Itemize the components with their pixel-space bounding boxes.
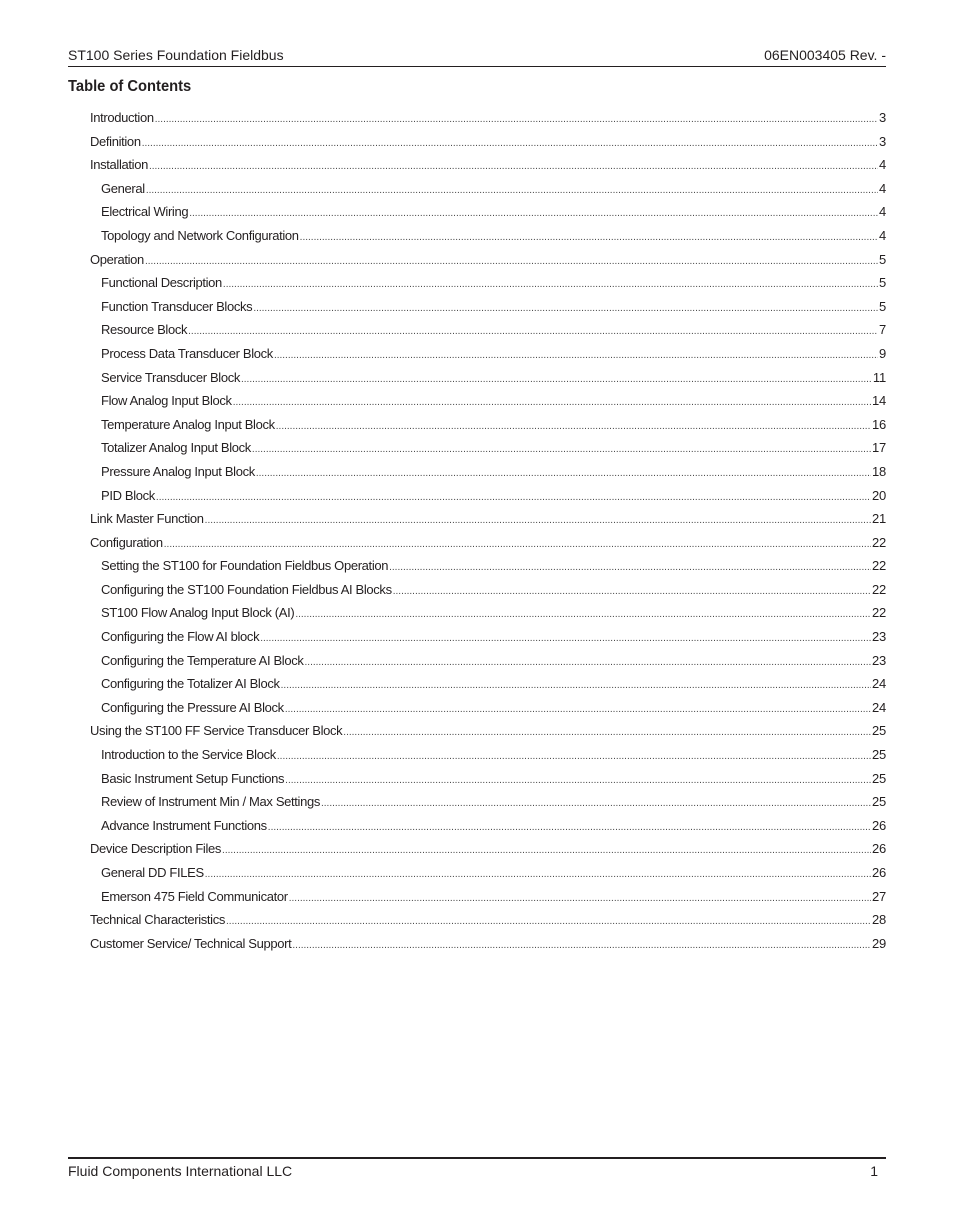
- toc-entry-label: Service Transducer Block: [101, 369, 240, 385]
- footer-divider: [68, 1157, 886, 1159]
- toc-entry[interactable]: [90, 484, 886, 508]
- toc-dot-leader: [393, 580, 871, 602]
- toc-entry-label: Electrical Wiring: [101, 204, 189, 220]
- toc-dot-leader: [289, 887, 871, 909]
- header-document-number: 06EN003405 Rev. -: [764, 47, 886, 63]
- toc-entry[interactable]: [90, 460, 886, 484]
- toc-entry-page: 26: [871, 841, 886, 857]
- toc-entry[interactable]: [90, 767, 886, 791]
- toc-entry-page: 23: [871, 629, 886, 645]
- toc-entry-label: Configuring the Pressure AI Block: [101, 699, 284, 715]
- toc-entry-page: 5: [878, 251, 886, 267]
- toc-entry[interactable]: [90, 932, 886, 956]
- toc-entry[interactable]: [90, 601, 886, 625]
- toc-entry[interactable]: [90, 649, 886, 673]
- toc-entry[interactable]: [90, 248, 886, 272]
- toc-entry-label: Configuring the ST100 Foundation Fieldbus AI Blocks: [101, 581, 392, 597]
- toc-dot-leader: [321, 792, 871, 814]
- toc-dot-leader: [146, 179, 878, 201]
- toc-dot-leader: [149, 155, 878, 177]
- toc-entry[interactable]: [90, 342, 886, 366]
- toc-dot-leader: [285, 769, 871, 791]
- toc-entry-page: 29: [871, 935, 886, 951]
- toc-entry[interactable]: [90, 436, 886, 460]
- toc-dot-leader: [268, 816, 871, 838]
- toc-entry-label: Configuration: [90, 534, 163, 550]
- toc-entry[interactable]: [90, 837, 886, 861]
- toc-entry-page: 4: [878, 227, 886, 243]
- toc-entry-page: 17: [871, 440, 886, 456]
- toc-dot-leader: [285, 698, 871, 720]
- toc-dot-leader: [156, 486, 871, 508]
- toc-entry-label: Configuring the Temperature AI Block: [101, 652, 304, 668]
- toc-entry[interactable]: [90, 814, 886, 838]
- toc-entry-page: 22: [871, 534, 886, 550]
- toc-entry[interactable]: [90, 177, 886, 201]
- toc-entry[interactable]: [90, 625, 886, 649]
- toc-dot-leader: [295, 603, 871, 625]
- toc-dot-leader: [305, 651, 871, 673]
- toc-entry[interactable]: [90, 719, 886, 743]
- toc-dot-leader: [189, 202, 878, 224]
- toc-heading: Table of Contents: [68, 78, 192, 95]
- toc-dot-leader: [256, 462, 871, 484]
- toc-dot-leader: [142, 132, 878, 154]
- toc-entry[interactable]: [90, 200, 886, 224]
- toc-dot-leader: [260, 627, 871, 649]
- toc-entry-page: 28: [871, 912, 886, 928]
- toc-entry-label: Using the ST100 FF Service Transducer Block: [90, 723, 343, 739]
- toc-dot-leader: [205, 509, 871, 531]
- toc-entry-page: 9: [878, 345, 886, 361]
- toc-entry-page: 24: [871, 699, 886, 715]
- toc-entry-label: Operation: [90, 251, 144, 267]
- toc-entry-label: Device Description Files: [90, 841, 222, 857]
- toc-entry-page: 25: [871, 723, 886, 739]
- toc-entry-label: Installation: [90, 157, 148, 173]
- toc-dot-leader: [222, 839, 871, 861]
- toc-entry-page: 11: [872, 369, 886, 385]
- header-divider: [68, 66, 886, 67]
- toc-entry[interactable]: [90, 224, 886, 248]
- toc-entry-page: 16: [871, 416, 886, 432]
- toc-dot-leader: [241, 368, 872, 390]
- toc-entry[interactable]: [90, 318, 886, 342]
- toc-dot-leader: [343, 721, 871, 743]
- toc-dot-leader: [277, 745, 871, 767]
- toc-entry-page: 22: [871, 605, 886, 621]
- toc-entry-page: 25: [871, 747, 886, 763]
- toc-entry-page: 4: [878, 180, 886, 196]
- toc-entry-label: Introduction: [90, 110, 154, 125]
- toc-entry-label: Configuring the Flow AI block: [101, 629, 260, 645]
- toc-entry-page: 3: [878, 110, 886, 125]
- toc-entry-page: 23: [871, 652, 886, 668]
- toc-dot-leader: [389, 556, 871, 578]
- toc-entry-page: 20: [871, 487, 886, 503]
- toc-entry-label: Process Data Transducer Block: [101, 345, 273, 361]
- toc-entry-page: 4: [878, 157, 886, 173]
- toc-dot-leader: [164, 533, 871, 555]
- toc-entry-label: Flow Analog Input Block: [101, 393, 232, 409]
- toc-entry[interactable]: [90, 153, 886, 177]
- toc-entry[interactable]: [90, 130, 886, 154]
- toc-dot-leader: [274, 344, 878, 366]
- toc-entry-label: Pressure Analog Input Block: [101, 463, 255, 479]
- toc-entry-label: Resource Block: [101, 322, 188, 338]
- toc-entry-page: 21: [871, 511, 886, 527]
- toc-entry[interactable]: [90, 389, 886, 413]
- toc-entry-label: ST100 Flow Analog Input Block (AI): [101, 605, 295, 621]
- toc-entry-page: 14: [871, 393, 886, 409]
- toc-entry-page: 25: [871, 794, 886, 810]
- toc-entry-page: 18: [871, 463, 886, 479]
- toc-dot-leader: [276, 415, 871, 437]
- toc-entry[interactable]: [90, 366, 886, 390]
- page-header: [68, 46, 886, 66]
- toc-entry-page: 27: [871, 888, 886, 904]
- toc-entry-page: 26: [871, 817, 886, 833]
- toc-entry-page: 22: [871, 558, 886, 574]
- toc-entry[interactable]: [90, 743, 886, 767]
- toc-entry[interactable]: [90, 295, 886, 319]
- toc-entry-label: Temperature Analog Input Block: [101, 416, 275, 432]
- toc-dot-leader: [252, 438, 871, 460]
- footer-company-name: Fluid Components International LLC: [68, 1163, 293, 1179]
- toc-dot-leader: [281, 674, 871, 696]
- header-document-title: ST100 Series Foundation Fieldbus: [68, 47, 284, 63]
- toc-entry-label: Configuring the Totalizer AI Block: [101, 676, 280, 692]
- toc-entry[interactable]: [90, 908, 886, 932]
- toc-dot-leader: [226, 910, 871, 932]
- toc-entry-page: 22: [871, 581, 886, 597]
- toc-entry[interactable]: [90, 413, 886, 437]
- toc-entry-label: Introduction to the Service Block: [101, 747, 276, 763]
- toc-entry[interactable]: [90, 578, 886, 602]
- toc-dot-leader: [253, 297, 878, 319]
- toc-entry-label: Advance Instrument Functions: [101, 817, 267, 833]
- toc-entry-page: 4: [878, 204, 886, 220]
- toc-dot-leader: [155, 108, 878, 130]
- toc-entry-label: Link Master Function: [90, 511, 204, 527]
- toc-dot-leader: [223, 273, 878, 295]
- toc-entry-page: 5: [878, 275, 886, 291]
- toc-dot-leader: [145, 250, 878, 272]
- toc-entry-label: Function Transducer Blocks: [101, 298, 253, 314]
- toc-dot-leader: [233, 391, 871, 413]
- toc-entry-page: 7: [878, 322, 886, 338]
- toc-entry-label: Review of Instrument Min / Max Settings: [101, 794, 320, 810]
- toc-dot-leader: [188, 320, 878, 342]
- toc-entry-page: 24: [871, 676, 886, 692]
- toc-dot-leader: [292, 934, 871, 956]
- toc-entry-label: Definition: [90, 133, 141, 149]
- toc-entry[interactable]: [90, 790, 886, 814]
- toc-entry-label: Setting the ST100 for Foundation Fieldbus Operation: [101, 558, 389, 574]
- toc-dot-leader: [205, 863, 871, 885]
- footer-page-number: 1: [870, 1163, 878, 1179]
- toc-entry-label: General: [101, 180, 145, 196]
- toc-entry-page: 25: [871, 770, 886, 786]
- toc-entry-label: Basic Instrument Setup Functions: [101, 770, 285, 786]
- toc-entry-label: General DD FILES: [101, 865, 204, 880]
- toc-entry-label: Technical Characteristics: [90, 912, 226, 928]
- toc-entry-label: Topology and Network Configuration: [101, 227, 299, 243]
- toc-entry-label: Customer Service/ Technical Support: [90, 935, 292, 951]
- toc-entry-page: 3: [878, 133, 886, 149]
- toc-entry[interactable]: [90, 531, 886, 555]
- table-of-contents: [90, 106, 886, 955]
- toc-dot-leader: [300, 226, 878, 248]
- toc-entry[interactable]: [90, 672, 886, 696]
- toc-entry-label: Functional Description: [101, 275, 222, 291]
- toc-entry-label: Emerson 475 Field Communicator: [101, 888, 288, 904]
- toc-entry[interactable]: [90, 696, 886, 720]
- toc-entry[interactable]: [90, 106, 886, 130]
- toc-entry[interactable]: [90, 861, 886, 885]
- toc-entry[interactable]: [90, 507, 886, 531]
- page-footer: [68, 1162, 878, 1180]
- toc-entry[interactable]: [90, 271, 886, 295]
- toc-entry[interactable]: [90, 885, 886, 909]
- toc-entry-page: 26: [871, 865, 886, 880]
- toc-entry-label: PID Block: [101, 487, 155, 503]
- toc-entry[interactable]: [90, 554, 886, 578]
- toc-entry-label: Totalizer Analog Input Block: [101, 440, 251, 456]
- toc-entry-page: 5: [878, 298, 886, 314]
